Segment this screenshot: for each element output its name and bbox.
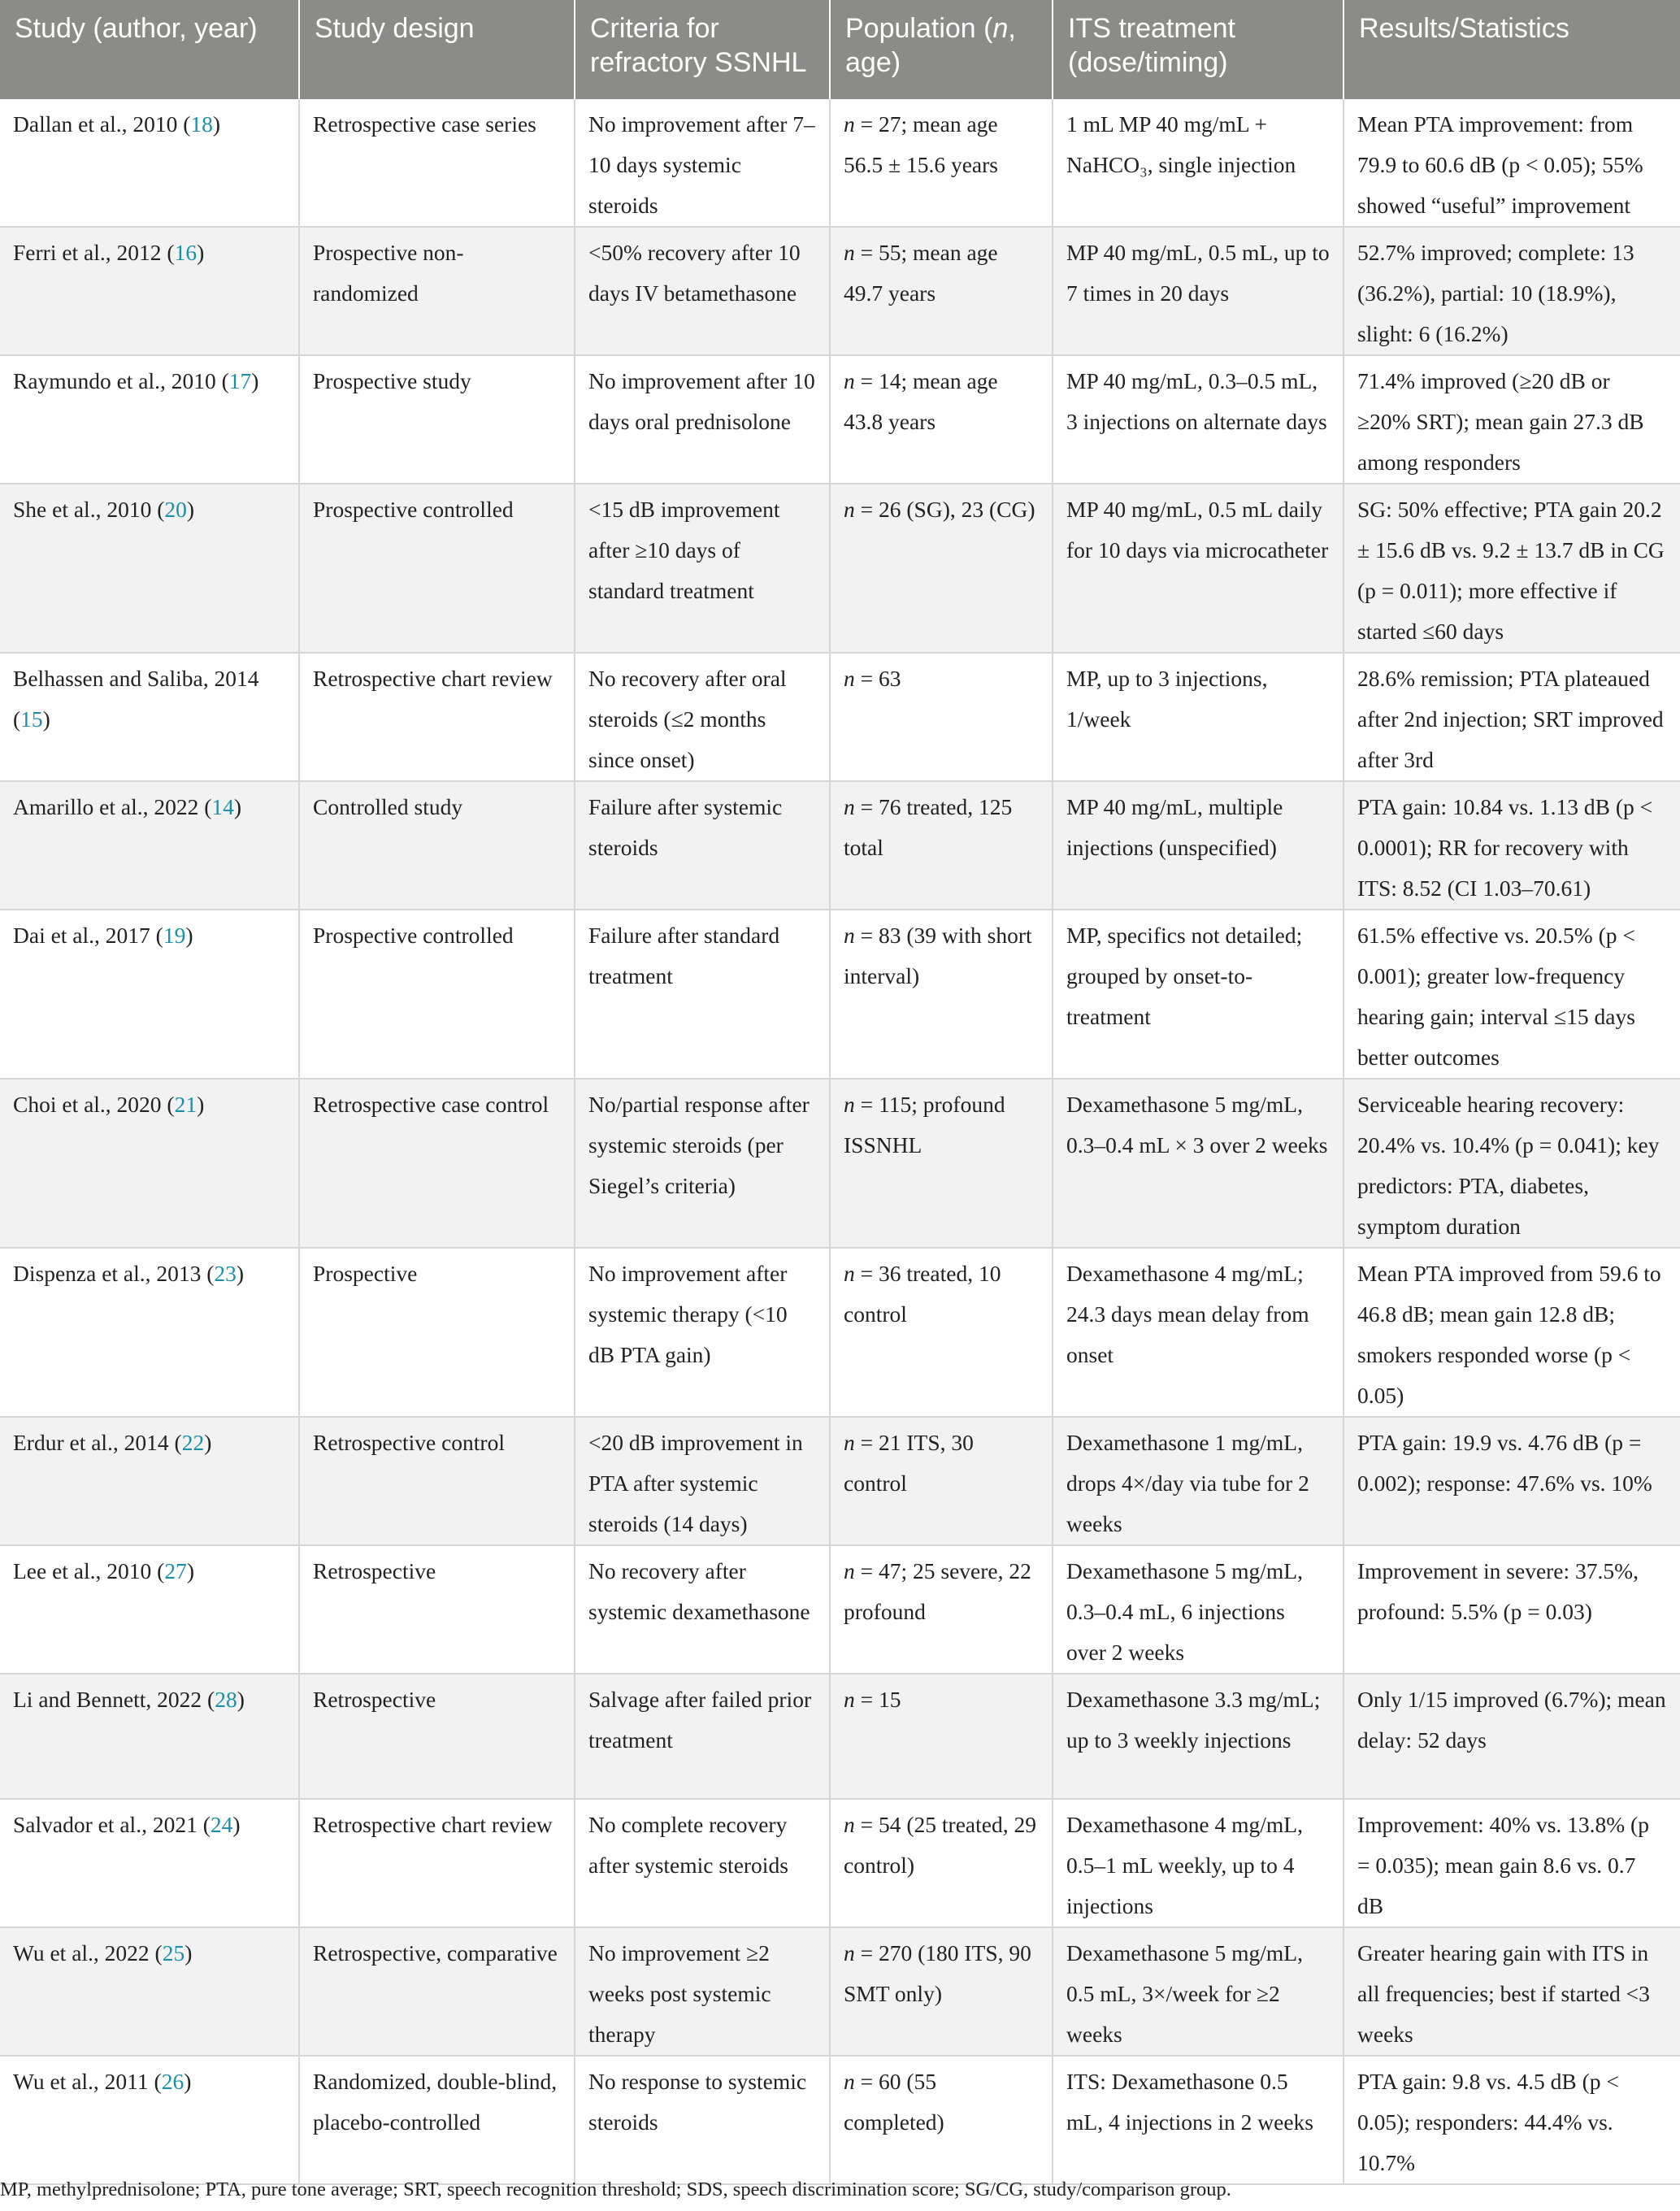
criteria-text: No complete recovery after systemic steroids [588,1812,788,1878]
cell-population [830,355,1053,484]
cell-design [299,2056,575,2184]
cell-study [0,355,299,484]
cell-population [830,227,1053,355]
results-text: 52.7% improved; complete: 13 (36.2%), partial: 10 (18.9%), slight: 6 (16.2%) [1357,240,1634,346]
results-text: Mean PTA improved from 59.6 to 46.8 dB; mean gain 12.8 dB; smokers responded worse (p < 0.05) [1357,1261,1661,1408]
criteria-text: No improvement after systemic therapy (<10 dB PTA gain) [588,1261,788,1367]
population-n: n [844,923,855,948]
cell-treatment [1053,2056,1344,2184]
results-text: 28.6% remission; PTA plateaued after 2nd injection; SRT improved after 3rd [1357,666,1664,772]
cell-criteria [575,910,830,1079]
cell-treatment [1053,355,1344,484]
population-n: n [844,1430,855,1455]
population-text: = 60 (55 completed) [844,2069,944,2135]
design-text: Randomized, double-blind, placebo-controlled [313,2069,558,2135]
cell-results [1344,484,1680,653]
study-author: Wu et al., 2022 ( [13,1940,163,1966]
cell-treatment [1053,781,1344,910]
cell-criteria [575,355,830,484]
header-row [0,0,1680,99]
population-text: = 27; mean age 56.5 ± 15.6 years [844,111,998,177]
cell-study [0,1927,299,2056]
cell-population [830,910,1053,1079]
results-text: PTA gain: 10.84 vs. 1.13 dB (p < 0.0001); RR for recovery with ITS: 8.52 (CI 1.03–70.61) [1357,794,1653,901]
study-author: Wu et al., 2011 ( [13,2069,162,2094]
results-text: Improvement: 40% vs. 13.8% (p = 0.035); mean gain 8.6 vs. 0.7 dB [1357,1812,1649,1918]
treatment-text: MP 40 mg/mL, 0.3–0.5 mL, 3 injections on alternate days [1066,368,1327,434]
study-author: Dallan et al., 2010 ( [13,111,191,137]
treatment-text: Dexamethasone 5 mg/mL, 0.5 mL, 3×/week for ≥2 weeks [1066,1940,1303,2047]
cell-results [1344,1927,1680,2056]
table-row [0,910,1680,1079]
table-body [0,99,1680,2184]
study-close-paren: ) [185,923,193,948]
population-n: n [844,1261,855,1286]
population-text: = 63 [854,666,901,691]
population-text: = 76 treated, 125 total [844,794,1013,860]
cell-treatment [1053,1079,1344,1248]
population-n: n [844,497,855,522]
study-author: Salvador et al., 2021 ( [13,1812,211,1837]
cell-treatment [1053,1545,1344,1674]
table-row [0,99,1680,227]
cell-study [0,99,299,227]
study-close-paren: ) [197,240,205,265]
cell-criteria [575,2056,830,2184]
study-author: Dai et al., 2017 ( [13,923,163,948]
population-n: n [844,368,855,393]
cell-treatment [1053,1417,1344,1545]
treatment-text: 1 mL MP 40 mg/mL + NaHCO₃, single injection [1066,111,1296,177]
cell-results [1344,1674,1680,1799]
treatment-text: Dexamethasone 4 mg/mL, 0.5–1 mL weekly, up to 4 injections [1066,1812,1303,1918]
results-text: Mean PTA improvement: from 79.9 to 60.6 dB (p < 0.05); 55% showed “useful” improvement [1357,111,1643,218]
population-text: = 115; profound ISSNHL [844,1092,1005,1158]
reference-link[interactable]: 24 [210,1812,233,1837]
design-text: Retrospective case series [313,111,536,137]
cell-results [1344,355,1680,484]
cell-results [1344,1417,1680,1545]
design-text: Retrospective [313,1558,436,1583]
population-n: n [844,1812,855,1837]
population-n: n [844,794,855,819]
criteria-text: Failure after systemic steroids [588,794,783,860]
cell-population [830,1927,1053,2056]
header-study: Study (author, year) [0,0,299,99]
cell-results [1344,1248,1680,1417]
cell-study [0,1545,299,1674]
cell-treatment [1053,484,1344,653]
population-n: n [844,2069,855,2094]
cell-study [0,1417,299,1545]
treatment-text: Dexamethasone 5 mg/mL, 0.3–0.4 mL, 6 injections over 2 weeks [1066,1558,1303,1665]
study-close-paren: ) [42,706,50,732]
study-author: Belhassen and Saliba, 2014 ( [13,666,259,732]
cell-criteria [575,781,830,910]
table-row [0,653,1680,781]
criteria-text: No improvement ≥2 weeks post systemic therapy [588,1940,771,2047]
cell-design [299,1079,575,1248]
results-text: Only 1/15 improved (6.7%); mean delay: 52 days [1357,1687,1666,1753]
population-text: = 26 (SG), 23 (CG) [854,497,1035,522]
design-text: Retrospective [313,1687,436,1712]
cell-design [299,1674,575,1799]
design-text: Retrospective chart review [313,1812,553,1837]
reference-link[interactable]: 20 [164,497,187,522]
cell-results [1344,910,1680,1079]
design-text: Retrospective case control [313,1092,549,1117]
cell-study [0,653,299,781]
treatment-text: Dexamethasone 5 mg/mL, 0.3–0.4 mL × 3 over 2 weeks [1066,1092,1328,1158]
table-row [0,2056,1680,2184]
design-text: Prospective non-randomized [313,240,464,306]
header-population-prefix: Population ( [845,13,993,44]
study-author: Amarillo et al., 2022 ( [13,794,212,819]
cell-study [0,910,299,1079]
reference-link[interactable]: 17 [228,368,252,393]
study-author: Ferri et al., 2012 ( [13,240,175,265]
reference-link[interactable]: 22 [181,1430,205,1455]
treatment-text: Dexamethasone 4 mg/mL; 24.3 days mean delay from onset [1066,1261,1309,1367]
cell-population [830,1545,1053,1674]
table-row [0,227,1680,355]
criteria-text: No recovery after oral steroids (≤2 months since onset) [588,666,787,772]
cell-results [1344,781,1680,910]
cell-design [299,781,575,910]
criteria-text: <15 dB improvement after ≥10 days of standard treatment [588,497,780,603]
study-close-paren: ) [197,1092,205,1117]
treatment-text: MP, up to 3 injections, 1/week [1066,666,1268,732]
cell-treatment [1053,1927,1344,2056]
population-text: = 36 treated, 10 control [844,1261,1001,1327]
table-row [0,1674,1680,1799]
cell-criteria [575,484,830,653]
study-close-paren: ) [186,497,195,522]
population-n: n [844,1687,855,1712]
study-close-paren: ) [237,1687,245,1712]
cell-study [0,227,299,355]
cell-criteria [575,1248,830,1417]
table-row [0,1545,1680,1674]
cell-criteria [575,1674,830,1799]
cell-design [299,1417,575,1545]
design-text: Prospective controlled [313,923,514,948]
cell-criteria [575,1927,830,2056]
study-author: Erdur et al., 2014 ( [13,1430,182,1455]
study-author: She et al., 2010 ( [13,497,165,522]
cell-design [299,1927,575,2056]
study-author: Choi et al., 2020 ( [13,1092,175,1117]
results-text: 61.5% effective vs. 20.5% (p < 0.001); greater low-frequency hearing gain; interval ≤15 days better outcomes [1357,923,1635,1070]
cell-results [1344,653,1680,781]
design-text: Prospective study [313,368,471,393]
cell-study [0,484,299,653]
table-row [0,1248,1680,1417]
cell-design [299,99,575,227]
reference-link[interactable]: 25 [162,1940,185,1966]
cell-population [830,781,1053,910]
cell-design [299,910,575,1079]
study-close-paren: ) [204,1430,212,1455]
design-text: Retrospective, comparative [313,1940,558,1966]
table-row [0,1417,1680,1545]
header-population [830,0,1053,99]
cell-criteria [575,99,830,227]
cell-treatment [1053,653,1344,781]
population-text: = 15 [854,1687,901,1712]
cell-population [830,1417,1053,1545]
cell-design [299,1799,575,1927]
cell-study [0,1674,299,1799]
population-text: = 21 ITS, 30 control [844,1430,974,1496]
population-n: n [844,1940,855,1966]
criteria-text: Salvage after failed prior treatment [588,1687,812,1753]
study-close-paren: ) [236,1261,245,1286]
results-text: PTA gain: 9.8 vs. 4.5 dB (p < 0.05); responders: 44.4% vs. 10.7% [1357,2069,1619,2175]
population-n: n [844,1092,855,1117]
reference-link[interactable]: 16 [174,240,198,265]
results-text: Improvement in severe: 37.5%, profound: 5.5% (p = 0.03) [1357,1558,1639,1624]
cell-design [299,1248,575,1417]
table-row [0,781,1680,910]
cell-study [0,1248,299,1417]
cell-criteria [575,227,830,355]
cell-design [299,484,575,653]
study-close-paren: ) [184,2069,192,2094]
design-text: Prospective controlled [313,497,514,522]
cell-treatment [1053,1248,1344,1417]
results-text: Serviceable hearing recovery: 20.4% vs. 10.4% (p = 0.041); key predictors: PTA, diabetes, symptom duration [1357,1092,1660,1239]
criteria-text: No improvement after 10 days oral prednisolone [588,368,815,434]
cell-criteria [575,1079,830,1248]
design-text: Retrospective control [313,1430,505,1455]
study-close-paren: ) [232,1812,241,1837]
cell-treatment [1053,1674,1344,1799]
cell-study [0,781,299,910]
population-n: n [844,1558,855,1583]
cell-criteria [575,1417,830,1545]
treatment-text: MP 40 mg/mL, multiple injections (unspecified) [1066,794,1283,860]
population-text: = 14; mean age 43.8 years [844,368,998,434]
population-text: = 55; mean age 49.7 years [844,240,998,306]
study-author: Raymundo et al., 2010 ( [13,368,229,393]
study-close-paren: ) [186,1558,194,1583]
cell-results [1344,99,1680,227]
reference-link[interactable]: 15 [20,706,43,732]
cell-design [299,355,575,484]
header-criteria: Criteria for refractory SSNHL [575,0,830,99]
study-author: Lee et al., 2010 ( [13,1558,165,1583]
cell-treatment [1053,99,1344,227]
reference-link[interactable]: 18 [190,111,213,137]
treatment-text: Dexamethasone 1 mg/mL, drops 4×/day via tube for 2 weeks [1066,1430,1309,1536]
cell-population [830,653,1053,781]
criteria-text: Failure after standard treatment [588,923,780,988]
table-footnote: MP, methylprednisolone; PTA, pure tone average; SRT, speech recognition threshold; SDS, speech discrimination score; SG/CG, study/comparison group. [0,2178,1231,2200]
table-row [0,1079,1680,1248]
header-population-n: n [992,13,1009,44]
cell-results [1344,227,1680,355]
cell-population [830,1799,1053,1927]
header-population-suffix: , age) [845,13,1016,78]
population-text: = 54 (25 treated, 29 control) [844,1812,1036,1878]
cell-design [299,227,575,355]
results-text: SG: 50% effective; PTA gain 20.2 ± 15.6 dB vs. 9.2 ± 13.7 dB in CG (p = 0.011); more effective if started ≤60 days [1357,497,1665,644]
results-text: PTA gain: 19.9 vs. 4.76 dB (p = 0.002); response: 47.6% vs. 10% [1357,1430,1652,1496]
reference-link[interactable]: 21 [174,1092,198,1117]
design-text: Retrospective chart review [313,666,553,691]
header-results: Results/Statistics [1344,0,1680,99]
criteria-text: No response to systemic steroids [588,2069,807,2135]
reference-link[interactable]: 26 [161,2069,184,2094]
cell-study [0,1799,299,1927]
population-n: n [844,666,855,691]
cell-results [1344,1079,1680,1248]
cell-treatment [1053,227,1344,355]
cell-criteria [575,1545,830,1674]
cell-population [830,1248,1053,1417]
population-n: n [844,240,855,265]
criteria-text: No recovery after systemic dexamethasone [588,1558,810,1624]
population-text: = 270 (180 ITS, 90 SMT only) [844,1940,1031,2006]
study-author: Dispenza et al., 2013 ( [13,1261,215,1286]
study-close-paren: ) [212,111,221,137]
cell-population [830,1079,1053,1248]
reference-link[interactable]: 28 [215,1687,237,1712]
results-text: 71.4% improved (≥20 dB or ≥20% SRT); mean gain 27.3 dB among responders [1357,368,1644,475]
cell-treatment [1053,1799,1344,1927]
treatment-text: MP 40 mg/mL, 0.5 mL, up to 7 times in 20 days [1066,240,1330,306]
population-text: = 47; 25 severe, 22 profound [844,1558,1031,1624]
table-row [0,355,1680,484]
design-text: Controlled study [313,794,463,819]
criteria-text: <50% recovery after 10 days IV betamethasone [588,240,801,306]
cell-results [1344,1545,1680,1674]
population-text: = 83 (39 with short interval) [844,923,1032,988]
table-row [0,484,1680,653]
cell-design [299,653,575,781]
results-text: Greater hearing gain with ITS in all frequencies; best if started <3 weeks [1357,1940,1650,2047]
table-row [0,1927,1680,2056]
population-n: n [844,111,855,137]
cell-criteria [575,1799,830,1927]
cell-treatment [1053,910,1344,1079]
study-close-paren: ) [251,368,259,393]
cell-population [830,2056,1053,2184]
cell-population [830,1674,1053,1799]
cell-study [0,2056,299,2184]
cell-results [1344,1799,1680,1927]
criteria-text: <20 dB improvement in PTA after systemic steroids (14 days) [588,1430,803,1536]
reference-link[interactable]: 27 [164,1558,187,1583]
reference-link[interactable]: 19 [163,923,186,948]
treatment-text: MP, specifics not detailed; grouped by onset-to-treatment [1066,923,1303,1029]
header-design: Study design [299,0,575,99]
treatment-text: Dexamethasone 3.3 mg/mL; up to 3 weekly injections [1066,1687,1321,1753]
study-close-paren: ) [184,1940,193,1966]
table-row [0,1799,1680,1927]
treatment-text: ITS: Dexamethasone 0.5 mL, 4 injections in 2 weeks [1066,2069,1313,2135]
cell-population [830,99,1053,227]
treatment-text: MP 40 mg/mL, 0.5 mL daily for 10 days via microcatheter [1066,497,1329,563]
cell-results [1344,2056,1680,2184]
cell-study [0,1079,299,1248]
header-treatment: ITS treatment (dose/timing) [1053,0,1344,99]
cell-criteria [575,653,830,781]
cell-design [299,1545,575,1674]
study-author: Li and Bennett, 2022 ( [13,1687,215,1712]
reference-link[interactable]: 14 [211,794,234,819]
cell-population [830,484,1053,653]
study-close-paren: ) [233,794,242,819]
criteria-text: No improvement after 7–10 days systemic steroids [588,111,815,218]
criteria-text: No/partial response after systemic steroids (per Siegel’s criteria) [588,1092,810,1198]
reference-link[interactable]: 23 [214,1261,237,1286]
design-text: Prospective [313,1261,418,1286]
